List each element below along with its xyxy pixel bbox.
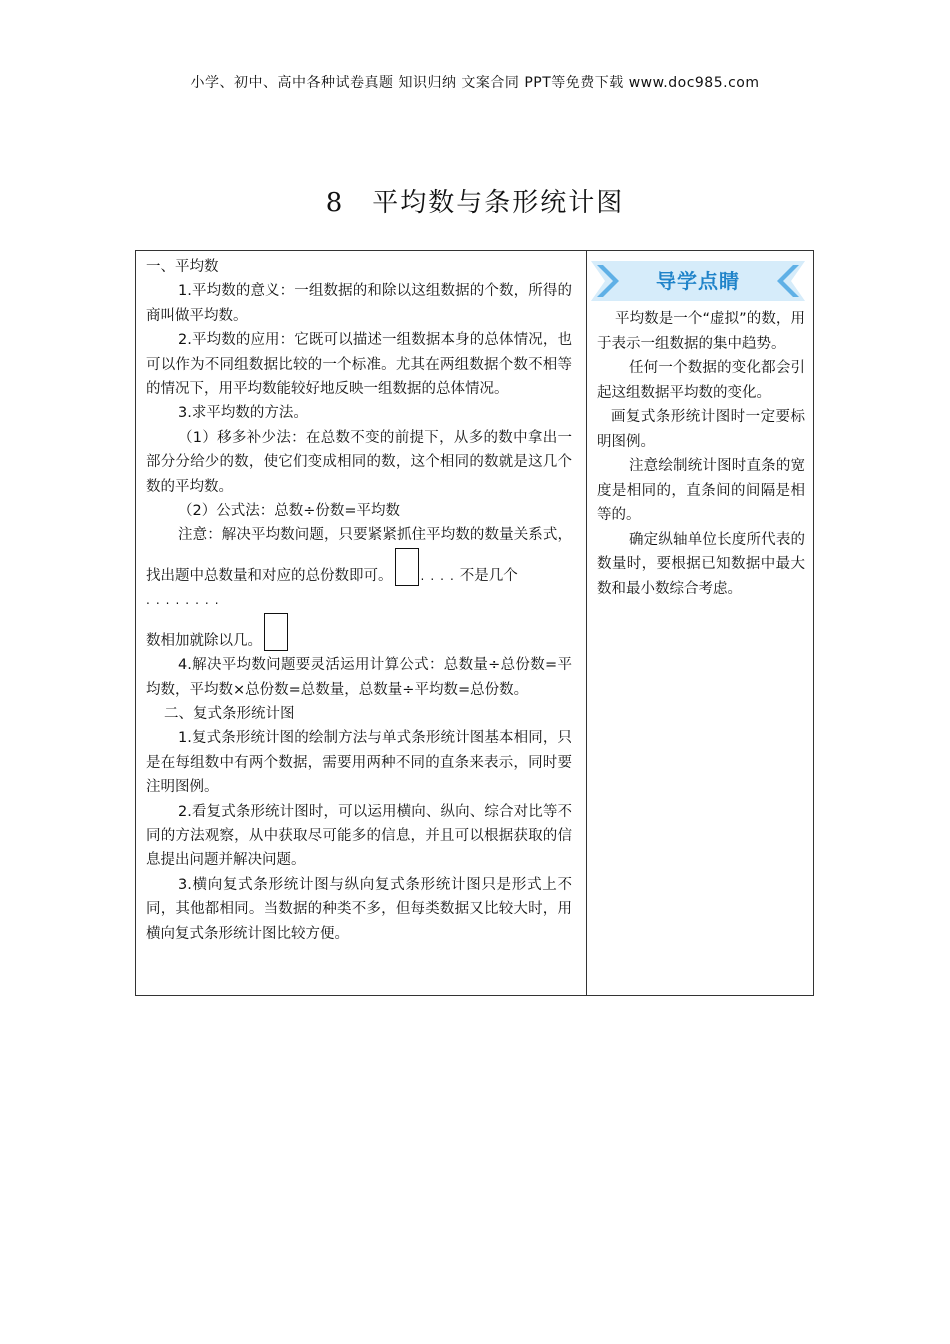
- banner-title: 导学点睛: [656, 269, 740, 293]
- tip-data-change: 任何一个数据的变化都会引起这组数据平均数的变化。: [597, 360, 805, 401]
- average-application: 2.平均数的应用：它既可以描述一组数据本身的总体情况，也可以作为不同组数据比较的一个标准。尤其在两组数据个数不相等的情况下，用平均数能较好地反映一组数据的总体情况。: [146, 332, 572, 398]
- title-number: 8: [325, 188, 345, 218]
- tips-column: [587, 251, 813, 995]
- bar-chart-reading: 2.看复式条形统计图时，可以运用横向、纵向、综合对比等不同的方法观察，从中获取尽可能多的信息，并且可以根据获取的信息提出问题并解决问题。: [146, 803, 572, 869]
- content-table: [135, 250, 814, 996]
- note-text-a: 注意：解决平均数问题，只要紧紧抓住平均数的数量关系式，找出题中总数量和对应的总份数即可。: [146, 527, 572, 584]
- answer-box: [395, 548, 419, 586]
- bar-chart-drawing: 1.复式条形统计图的绘制方法与单式条形统计图基本相同，只是在每组数中有两个数据，需要用两种不同的直条来表示，同时要注明图例。: [146, 730, 572, 796]
- average-definition: 1.平均数的意义：一组数据的和除以这组数据的个数，所得的商叫做平均数。: [146, 283, 572, 324]
- average-formulas: 4.解决平均数问题要灵活运用计算公式：总数量÷总份数=平均数，平均数×总份数=总数量，总数量÷平均数=总份数。: [146, 657, 572, 698]
- note-text-c: 数相加就除以几。: [146, 632, 262, 649]
- title-text: 平均数与条形统计图: [372, 188, 625, 218]
- tip-axis-unit: 确定纵轴单位长度所代表的数量时，要根据已知数据中最大数和最小数综合考虑。: [597, 531, 805, 597]
- bar-chart-orientation: 3.横向复式条形统计图与纵向复式条形统计图只是形式上不同，其他都相同。当数据的种类不多，但每类数据又比较大时，用横向复式条形统计图比较方便。: [146, 876, 572, 942]
- tip-bar-width: 注意绘制统计图时直条的宽度是相同的，直条间的间隔是相等的。: [597, 458, 805, 523]
- section-heading-bar-chart: 二、复式条形统计图: [164, 705, 295, 722]
- tip-virtual-number: 平均数是一个“虚拟”的数，用于表示一组数据的集中趋势。: [597, 311, 805, 352]
- knowledge-column: [136, 251, 587, 995]
- method-formula: （2）公式法：总数÷份数=平均数: [178, 503, 401, 520]
- average-methods: 3.求平均数的方法。: [178, 405, 308, 422]
- page-title: [0, 182, 950, 219]
- tip-legend: 画复式条形统计图时一定要标明图例。: [597, 409, 805, 450]
- emphasis-dots: ....: [420, 568, 460, 583]
- tips-banner: [591, 261, 805, 301]
- method-balance: （1）移多补少法：在总数不变的前提下，从多的数中拿出一部分分给少的数，使它们变成相同的数，这个相同的数就是这几个数的平均数。: [146, 429, 572, 495]
- emphasis-dots: ........: [146, 593, 225, 608]
- page-header: 小学、初中、高中各种试卷真题 知识归纳 文案合同 PPT等免费下载 www.doc985.com: [190, 75, 760, 91]
- average-note: [146, 523, 572, 653]
- note-text-b: 不是几个: [459, 567, 518, 584]
- section-heading-average: 一、平均数: [146, 259, 219, 275]
- answer-box: [264, 613, 288, 651]
